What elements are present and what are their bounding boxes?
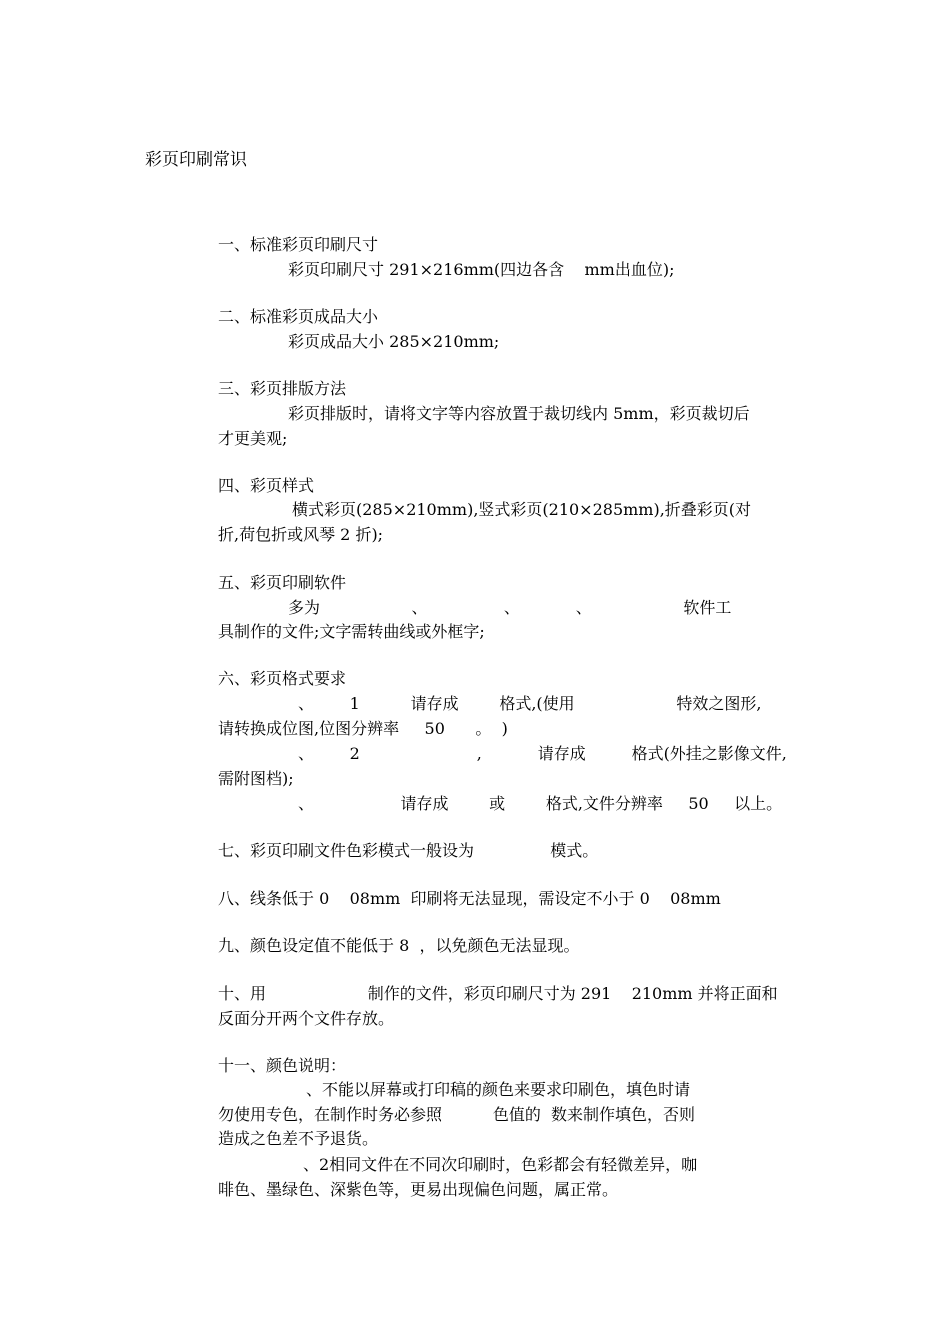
section-4-line-1: 横式彩页(285×210mm),竖式彩页(210×285mm),折叠彩页(对 [292,500,752,519]
section-heading-6: 六、彩页格式要求 [218,669,347,688]
section-11-line-4: 、2相同文件在不同次印刷时，色彩都会有轻微差异，咖 [303,1155,698,1174]
section-heading-9: 九、颜色设定值不能低于 8 ，以免颜色无法显现。 [218,936,580,955]
section-heading-7: 七、彩页印刷文件色彩模式一般设为 模式。 [218,841,599,860]
section-heading-1: 一、标准彩页印刷尺寸 [218,235,379,254]
section-3-line-1: 彩页排版时，请将文字等内容放置于裁切线内 5mm，彩页裁切后 [288,404,750,423]
section-heading-4: 四、彩页样式 [218,476,315,495]
section-6-line-5: 、 请存成 或 格式,文件分辨率 50 以上。 [298,794,783,813]
section-3-line-2: 才更美观; [218,429,288,448]
section-1-line-1: 彩页印刷尺寸 291×216mm(四边各含 mm出血位); [288,260,675,279]
section-11-line-2: 勿使用专色，在制作时务必参照 色值的 数来制作填色，否则 [218,1105,696,1124]
section-2-line-1: 彩页成品大小 285×210mm; [288,332,500,351]
section-5-line-1: 多为 、 、 、 软件工 [288,598,732,617]
section-11-line-3: 造成之色差不予退货。 [218,1129,379,1148]
section-heading-5: 五、彩页印刷软件 [218,573,347,592]
section-6-line-2: 请转换成位图,位图分辨率 50 。 ) [218,719,508,738]
section-heading-2: 二、标准彩页成品大小 [218,307,379,326]
page-title: 彩页印刷常识 [145,150,247,170]
section-heading-8: 八、线条低于 0 08mm 印刷将无法显现，需设定不小于 0 08mm [218,889,721,908]
section-heading-11: 十一、颜色说明： [218,1056,347,1075]
section-heading-3: 三、彩页排版方法 [218,379,347,398]
section-6-line-3: 、 2 , 请存成 格式(外挂之影像文件, [298,744,787,763]
section-6-line-4: 需附图档); [218,769,294,788]
section-11-line-1: 、不能以屏幕或打印稿的颜色来要求印刷色，填色时请 [306,1080,691,1099]
section-11-line-5: 啡色、墨绿色、深紫色等，更易出现偏色问题，属正常。 [218,1180,619,1199]
section-10-line-1: 反面分开两个文件存放。 [218,1009,395,1028]
section-4-line-2: 折,荷包折或风琴 2 折); [218,525,384,544]
section-6-line-1: 、 1 请存成 格式,(使用 特效之图形, [298,694,762,713]
section-heading-10: 十、用 制作的文件，彩页印刷尺寸为 291 210mm 并将正面和 [218,984,778,1003]
section-5-line-2: 具制作的文件;文字需转曲线或外框字; [218,622,485,641]
